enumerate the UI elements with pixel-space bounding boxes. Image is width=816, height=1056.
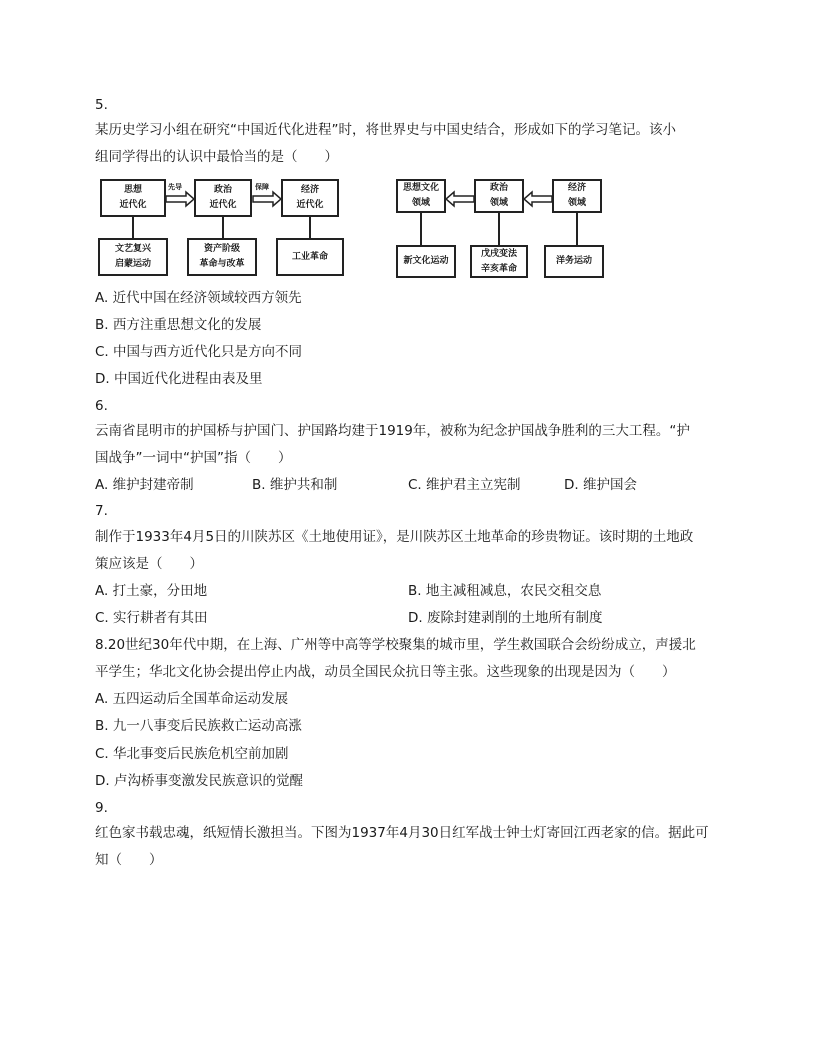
arrow-label-pioneer: 先导 — [168, 183, 182, 191]
q6-stem-line1: 云南省昆明市的护国桥与护国门、护国路均建于1919年，被称为纪念护国战争胜利的三大工程。“护 — [95, 423, 690, 439]
left-bottom-box-industrial — [276, 238, 344, 276]
left-top-box-thought — [100, 179, 166, 217]
right-connector-3 — [576, 213, 578, 245]
left-connector-1 — [132, 217, 134, 238]
left-top-box-economy — [281, 179, 339, 217]
q5-option-b: B. 西方注重思想文化的发展 — [95, 317, 262, 333]
q6-stem-line2: 国战争”一词中“护国”指（ ） — [95, 450, 292, 466]
q5-option-c: C. 中国与西方近代化只是方向不同 — [95, 344, 303, 360]
right-bottom-box-new-culture-label: 新文化运动 — [403, 256, 449, 266]
right-bottom-box-westernization — [544, 245, 604, 278]
q8-stem-line1: 8.20世纪30年代中期，在上海、广州等中高等学校聚集的城市里，学生救国联合会纷纷成立，声援北 — [95, 637, 696, 653]
right-top-box-culture-label: 思想文化 领域 — [402, 183, 439, 208]
q6-option-c: C. 维护君主立宪制 — [408, 477, 521, 493]
left-connector-3 — [309, 217, 311, 238]
right-bottom-box-reform — [470, 245, 528, 278]
left-connector-2 — [222, 217, 224, 238]
q9-stem-line1: 红色家书载忠魂，纸短情长激担当。下图为1937年4月30日红军战士钟士灯寄回江西老家的信。据此可 — [95, 825, 709, 841]
right-bottom-box-westernization-label: 洋务运动 — [555, 256, 592, 266]
left-top-box-politics-label: 政治 近代化 — [209, 185, 237, 210]
right-top-box-politics-label: 政治 领域 — [489, 183, 508, 208]
q7-stem-line2: 策应该是（ ） — [95, 556, 203, 572]
left-top-box-economy-label: 经济 近代化 — [296, 185, 324, 210]
left-top-box-thought-label: 思想 近代化 — [119, 185, 147, 210]
left-bottom-box-renaissance-label: 文艺复兴 启蒙运动 — [114, 244, 151, 269]
q8-stem-line2: 平学生；华北文化协会提出停止内战，动员全国民众抗日等主张。这些现象的出现是因为（ ） — [95, 664, 676, 680]
q5-stem-line1: 某历史学习小组在研究“中国近代化进程”时，将世界史与中国史结合，形成如下的学习笔记。该小 — [95, 122, 676, 138]
left-bottom-box-revolution — [187, 238, 257, 276]
q7-option-a: A. 打土豪，分田地 — [95, 583, 208, 599]
q6-number: 6. — [95, 398, 108, 414]
q9-stem-line2: 知（ ） — [95, 852, 163, 868]
q5-number: 5. — [95, 97, 108, 113]
right-bottom-box-reform-label: 戊戌变法 辛亥革命 — [480, 248, 517, 274]
q5-option-d: D. 中国近代化进程由表及里 — [95, 371, 263, 387]
right-top-box-economy-label: 经济 领域 — [567, 183, 586, 208]
q5-option-a: A. 近代中国在经济领域较西方领先 — [95, 290, 302, 306]
right-top-box-politics — [474, 179, 524, 213]
q8-option-c: C. 华北事变后民族危机空前加剧 — [95, 746, 289, 762]
right-top-box-economy — [552, 179, 602, 213]
q8-option-a: A. 五四运动后全国革命运动发展 — [95, 691, 289, 707]
q7-option-b: B. 地主减租减息，农民交租交息 — [408, 583, 602, 599]
right-connector-1 — [420, 213, 422, 245]
arrow-label-guarantee: 保障 — [255, 183, 269, 191]
q7-option-d: D. 废除封建剥削的土地所有制度 — [408, 610, 603, 626]
left-bottom-box-industrial-label: 工业革命 — [291, 251, 328, 262]
q6-option-d: D. 维护国会 — [564, 477, 637, 493]
right-top-box-culture — [396, 179, 446, 213]
q8-option-d: D. 卢沟桥事变激发民族意识的觉醒 — [95, 773, 303, 789]
left-bottom-box-revolution-label: 资产阶级 革命与改革 — [199, 244, 245, 269]
right-connector-2 — [498, 213, 500, 245]
left-bottom-box-renaissance — [98, 238, 168, 276]
left-top-box-politics — [194, 179, 252, 217]
q7-stem-line1: 制作于1933年4月5日的川陕苏区《土地使用证》，是川陕苏区土地革命的珍贵物证。该时期的土地政 — [95, 529, 694, 545]
q5-diagram — [96, 174, 616, 280]
right-bottom-box-new-culture — [396, 245, 456, 278]
q7-number: 7. — [95, 503, 108, 519]
q7-option-c: C. 实行耕者有其田 — [95, 610, 208, 626]
q6-option-a: A. 维护封建帝制 — [95, 477, 194, 493]
q8-option-b: B. 九一八事变后民族救亡运动高涨 — [95, 718, 302, 734]
q6-option-b: B. 维护共和制 — [252, 477, 338, 493]
q9-number: 9. — [95, 800, 108, 816]
q5-stem-line2: 组同学得出的认识中最恰当的是（ ） — [95, 149, 338, 165]
